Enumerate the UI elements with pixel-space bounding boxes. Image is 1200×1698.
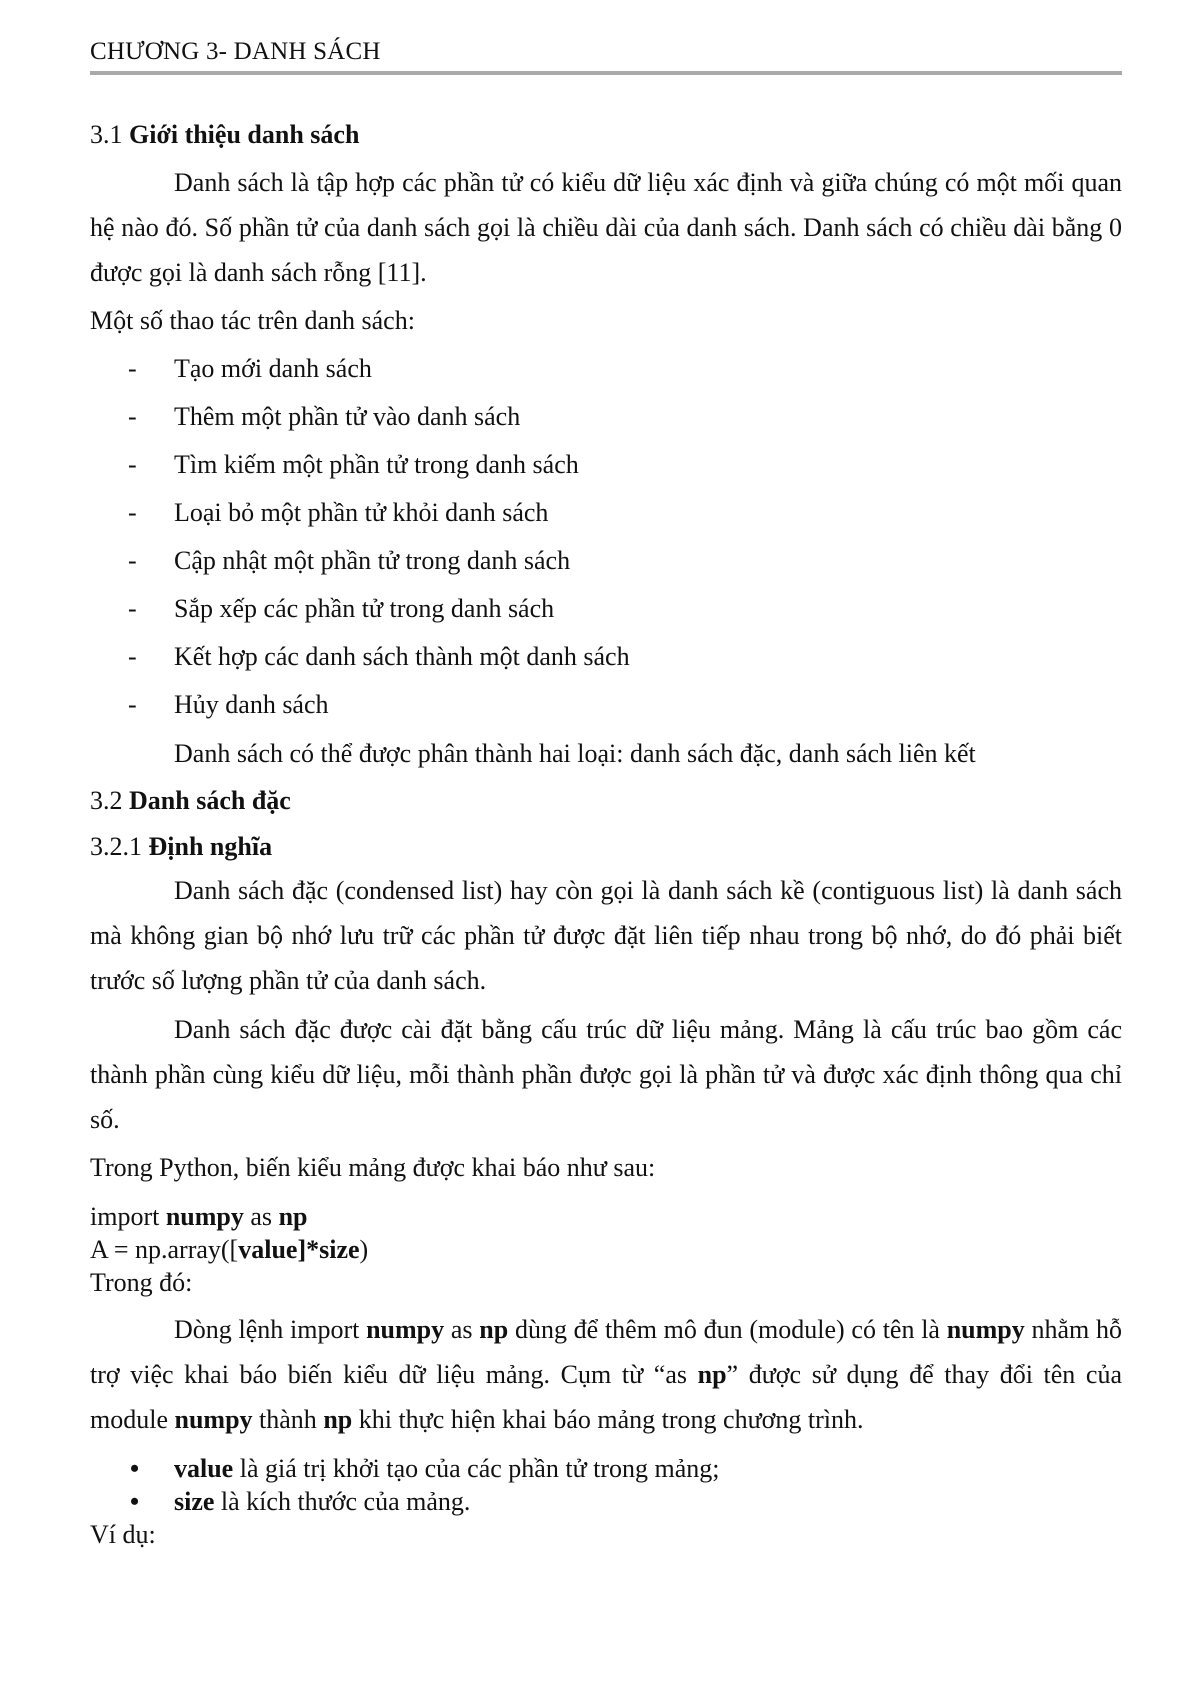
section-heading-3-2-1 [90,832,1122,862]
paragraph-python-intro: Trong Python, biến kiểu mảng được khai báo như sau: [90,1153,656,1182]
list-item: - Tạo mới danh sách [128,354,372,383]
list-item: - Cập nhật một phần tử trong danh sách [128,546,571,575]
list-item: - Hủy danh sách [128,690,329,719]
header-rule [90,71,1122,75]
paragraph-intro: Danh sách là tập hợp các phần tử có kiểu dữ liệu xác định và giữa chúng có một mối quan hệ nào đó. Số phần tử của danh sách gọi là chiều dài của danh sách. Danh sách có chiều dài bằng 0 được gọi là danh sách rỗng [11]. [90,168,1122,287]
section-number: 3.1 [90,120,129,149]
example-label: Ví dụ: [90,1520,156,1549]
parameter-bullets [90,1452,1122,1518]
page-content [90,120,1122,1551]
list-item: - Tìm kiếm một phần tử trong danh sách [128,450,579,479]
list-item: • value là giá trị khởi tạo của các phần tử trong mảng; [130,1454,720,1483]
paragraph-definition: Danh sách đặc (condensed list) hay còn gọi là danh sách kề (contiguous list) là danh sách mà không gian bộ nhớ lưu trữ các phần tử được đặt liên tiếp nhau trong bộ nhớ, do đó phải biết trước số lượng phần tử của danh sách. [90,876,1122,995]
list-item: - Thêm một phần tử vào danh sách [128,402,521,431]
code-line-import: import numpy as np [90,1202,308,1231]
operations-intro: Một số thao tác trên danh sách: [90,306,415,335]
list-item: • size là kích thước của mảng. [130,1487,471,1516]
section-title: Danh sách đặc [129,786,291,815]
list-item: - Sắp xếp các phần tử trong danh sách [128,594,555,623]
paragraph-list-types: Danh sách có thể được phân thành hai loại: danh sách đặc, danh sách liên kết [174,739,976,768]
section-number: 3.2.1 [90,832,149,861]
list-item: - Loại bỏ một phần tử khỏi danh sách [128,498,549,527]
chapter-header: CHƯƠNG 3- DANH SÁCH [90,38,381,65]
paragraph-import-explanation: Dòng lệnh import numpy as np dùng để thêm mô đun (module) có tên là numpy nhằm hỗ trợ việc khai báo biến kiểu dữ liệu mảng. Cụm từ “as np” được sử dụng để thay đổi tên của module numpy thành np khi thực hiện khai báo mảng trong chương trình. [90,1315,1123,1434]
section-heading-3-2 [90,786,1122,816]
section-title: Giới thiệu danh sách [129,120,360,149]
list-item: - Kết hợp các danh sách thành một danh sách [128,642,630,671]
section-number: 3.2 [90,786,129,815]
code-line-array: A = np.array([value]*size) [90,1235,369,1264]
trong-do-label: Trong đó: [90,1268,193,1297]
section-title: Định nghĩa [148,832,273,861]
operations-list [90,345,1122,729]
paragraph-array: Danh sách đặc được cài đặt bằng cấu trúc dữ liệu mảng. Mảng là cấu trúc bao gồm các thành phần cùng kiểu dữ liệu, mỗi thành phần được gọi là phần tử và được xác định thông qua chỉ số. [90,1015,1122,1134]
section-heading-3-1 [90,120,1122,150]
